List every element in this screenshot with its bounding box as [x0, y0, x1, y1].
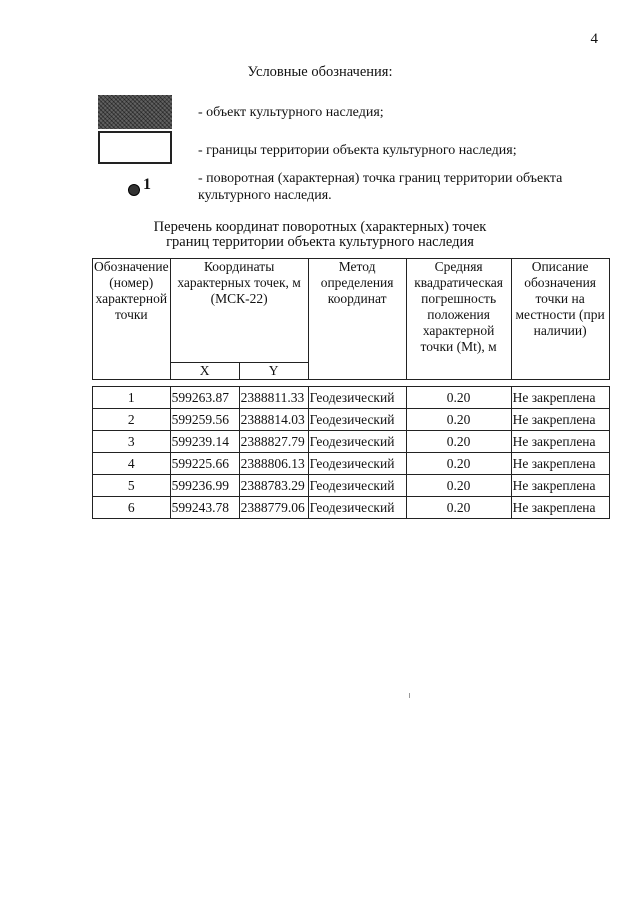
cell-y: 2388806.13 [239, 453, 308, 475]
legend-item-heritage-object: - объект культурного наследия; [198, 105, 384, 120]
cell-x: 599243.78 [170, 497, 239, 519]
cell-error: 0.20 [406, 409, 511, 431]
cell-x: 599236.99 [170, 475, 239, 497]
cell-method: Геодезический [308, 475, 406, 497]
header-description: Описание обозначения точки на местности (при наличии) [511, 259, 609, 380]
cell-y: 2388811.33 [239, 387, 308, 409]
page-number: 4 [590, 31, 598, 47]
header-y: Y [239, 363, 308, 380]
table-row [93, 475, 610, 497]
table-row [93, 387, 610, 409]
table-row [93, 453, 610, 475]
cell-x: 599263.87 [170, 387, 239, 409]
stray-mark [409, 693, 410, 698]
cell-error: 0.20 [406, 453, 511, 475]
header-error: Средняя квадратическая погрешность положения характерной точки (Mt), м [406, 259, 511, 380]
cell-x: 599259.56 [170, 409, 239, 431]
cell-error: 0.20 [406, 387, 511, 409]
turning-point-label: 1 [143, 176, 151, 193]
heritage-object-swatch [98, 95, 172, 129]
cell-y: 2388783.29 [239, 475, 308, 497]
cell-error: 0.20 [406, 475, 511, 497]
cell-method: Геодезический [308, 387, 406, 409]
legend-item-turning-point: - поворотная (характерная) точка границ территории объекта культурного наследия. [198, 171, 563, 203]
cell-point: 2 [93, 409, 171, 431]
cell-method: Геодезический [308, 409, 406, 431]
coordinates-table [92, 258, 610, 519]
cell-error: 0.20 [406, 431, 511, 453]
cell-point: 6 [93, 497, 171, 519]
cell-x: 599239.14 [170, 431, 239, 453]
cell-description: Не закреплена [511, 475, 609, 497]
legend-title: Условные обозначения: [247, 64, 393, 80]
table-row [93, 409, 610, 431]
table-title-line-2: границ территории объекта культурного наследия [166, 234, 474, 250]
cell-point: 5 [93, 475, 171, 497]
cell-error: 0.20 [406, 497, 511, 519]
cell-method: Геодезический [308, 497, 406, 519]
cell-x: 599225.66 [170, 453, 239, 475]
table-row [93, 497, 610, 519]
cell-description: Не закреплена [511, 497, 609, 519]
header-x: X [170, 363, 239, 380]
header-method: Метод определения координат [308, 259, 406, 380]
territory-boundary-swatch [98, 131, 172, 164]
cell-point: 1 [93, 387, 171, 409]
legend-item-territory-boundary: - границы территории объекта культурного наследия; [198, 143, 517, 158]
cell-method: Геодезический [308, 431, 406, 453]
header-point: Обозначение (номер) характерной точки [93, 259, 171, 380]
cell-method: Геодезический [308, 453, 406, 475]
cell-point: 3 [93, 431, 171, 453]
cell-description: Не закреплена [511, 453, 609, 475]
cell-description: Не закреплена [511, 409, 609, 431]
cell-y: 2388814.03 [239, 409, 308, 431]
cell-y: 2388827.79 [239, 431, 308, 453]
cell-description: Не закреплена [511, 431, 609, 453]
table-row [93, 431, 610, 453]
table-title-line-1: Перечень координат поворотных (характерных) точек [153, 219, 487, 235]
table-header-row [93, 259, 610, 363]
cell-point: 4 [93, 453, 171, 475]
cell-description: Не закреплена [511, 387, 609, 409]
turning-point-dot-icon [128, 184, 140, 196]
table-gap [93, 380, 610, 387]
cell-y: 2388779.06 [239, 497, 308, 519]
header-coordinates: Координаты характерных точек, м (МСК-22) [170, 259, 308, 363]
table-title [0, 220, 640, 250]
